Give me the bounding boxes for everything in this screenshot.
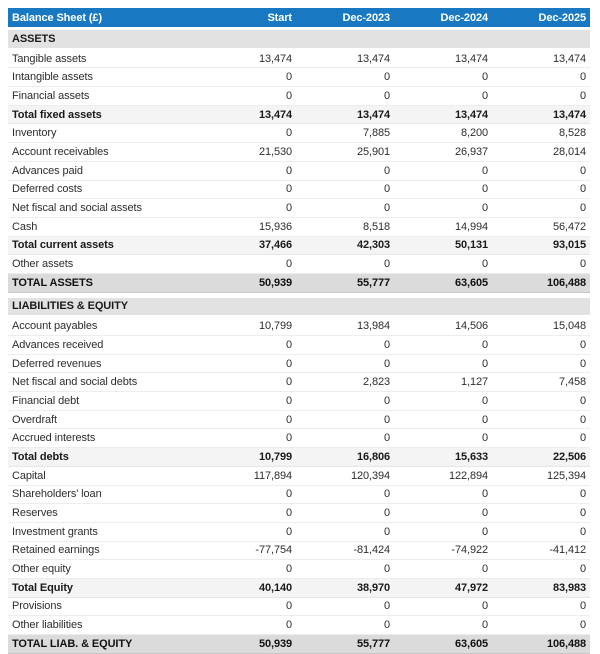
- row-label: Investment grants: [8, 522, 198, 541]
- row-label: Capital: [8, 466, 198, 485]
- table-row: [8, 466, 590, 485]
- row-value: 0: [492, 410, 590, 429]
- balance-sheet: [8, 8, 590, 654]
- row-value: 0: [296, 560, 394, 579]
- table-row: [8, 522, 590, 541]
- row-value: 0: [198, 336, 296, 355]
- row-label: TOTAL LIAB. & EQUITY: [8, 635, 198, 654]
- row-value: 13,474: [296, 105, 394, 124]
- row-label: Intangible assets: [8, 68, 198, 87]
- row-value: 50,939: [198, 273, 296, 292]
- row-value: 26,937: [394, 143, 492, 162]
- row-value: 0: [492, 336, 590, 355]
- row-label: Total Equity: [8, 578, 198, 597]
- row-value: 0: [296, 522, 394, 541]
- row-value: 0: [492, 255, 590, 274]
- row-label: Provisions: [8, 597, 198, 616]
- row-value: 38,970: [296, 578, 394, 597]
- row-label: Shareholders' loan: [8, 485, 198, 504]
- row-value: 120,394: [296, 466, 394, 485]
- table-row: [8, 504, 590, 523]
- row-value: 16,806: [296, 448, 394, 467]
- row-value: -81,424: [296, 541, 394, 560]
- row-value: 0: [492, 199, 590, 218]
- table-row: [8, 273, 590, 292]
- row-value: 15,048: [492, 316, 590, 335]
- row-value: 0: [296, 392, 394, 411]
- row-label: Total fixed assets: [8, 105, 198, 124]
- row-value: 13,474: [296, 49, 394, 68]
- row-value: 22,506: [492, 448, 590, 467]
- row-label: Financial debt: [8, 392, 198, 411]
- row-value: 0: [492, 560, 590, 579]
- row-value: 0: [296, 68, 394, 87]
- row-value: 63,605: [394, 273, 492, 292]
- table-row: [8, 217, 590, 236]
- row-value: 0: [198, 392, 296, 411]
- row-value: 8,518: [296, 217, 394, 236]
- row-value: 0: [394, 410, 492, 429]
- row-value: 0: [296, 616, 394, 635]
- table-row: [8, 410, 590, 429]
- table-header-row: [8, 8, 590, 29]
- row-value: 0: [198, 616, 296, 635]
- row-value: 55,777: [296, 273, 394, 292]
- table-row: [8, 161, 590, 180]
- row-value: 50,131: [394, 236, 492, 255]
- row-value: 25,901: [296, 143, 394, 162]
- section-header-row: [8, 298, 590, 317]
- row-label: Advances paid: [8, 161, 198, 180]
- row-label: Deferred costs: [8, 180, 198, 199]
- table-row: [8, 124, 590, 143]
- row-value: 0: [198, 255, 296, 274]
- table-title: Balance Sheet (£): [8, 8, 198, 29]
- row-value: 28,014: [492, 143, 590, 162]
- row-label: Financial assets: [8, 87, 198, 106]
- row-value: 0: [296, 336, 394, 355]
- row-label: Cash: [8, 217, 198, 236]
- table-row: [8, 354, 590, 373]
- row-value: 0: [296, 87, 394, 106]
- row-value: 15,633: [394, 448, 492, 467]
- row-label: Total current assets: [8, 236, 198, 255]
- row-value: 14,506: [394, 316, 492, 335]
- row-value: 0: [296, 597, 394, 616]
- column-header-dec-2025: Dec-2025: [492, 8, 590, 29]
- row-value: 122,894: [394, 466, 492, 485]
- table-row: [8, 560, 590, 579]
- row-value: 7,885: [296, 124, 394, 143]
- row-value: 0: [198, 354, 296, 373]
- row-value: 63,605: [394, 635, 492, 654]
- row-value: 42,303: [296, 236, 394, 255]
- row-value: 0: [492, 485, 590, 504]
- row-value: 0: [198, 161, 296, 180]
- row-label: Accrued interests: [8, 429, 198, 448]
- column-header-start: Start: [198, 8, 296, 29]
- row-value: 0: [394, 354, 492, 373]
- row-value: 0: [394, 161, 492, 180]
- row-value: 0: [492, 597, 590, 616]
- row-value: 0: [296, 199, 394, 218]
- row-value: 0: [296, 255, 394, 274]
- row-value: 40,140: [198, 578, 296, 597]
- row-value: 0: [492, 429, 590, 448]
- table-body: [8, 29, 590, 654]
- row-value: 13,474: [492, 49, 590, 68]
- row-value: 0: [296, 504, 394, 523]
- row-value: -74,922: [394, 541, 492, 560]
- row-label: TOTAL ASSETS: [8, 273, 198, 292]
- row-value: 0: [492, 87, 590, 106]
- row-value: 0: [296, 180, 394, 199]
- section-title: ASSETS: [8, 29, 590, 49]
- row-value: 13,474: [394, 105, 492, 124]
- row-value: 55,777: [296, 635, 394, 654]
- table-row: [8, 316, 590, 335]
- column-header-dec-2024: Dec-2024: [394, 8, 492, 29]
- row-value: 8,200: [394, 124, 492, 143]
- column-header-dec-2023: Dec-2023: [296, 8, 394, 29]
- table-row: [8, 392, 590, 411]
- row-value: 13,474: [198, 105, 296, 124]
- table-row: [8, 68, 590, 87]
- row-value: 0: [394, 485, 492, 504]
- row-value: 2,823: [296, 373, 394, 392]
- row-value: 56,472: [492, 217, 590, 236]
- row-value: 0: [492, 161, 590, 180]
- row-value: 10,799: [198, 316, 296, 335]
- row-value: 0: [198, 597, 296, 616]
- row-value: 0: [394, 255, 492, 274]
- row-value: 7,458: [492, 373, 590, 392]
- row-value: 0: [296, 161, 394, 180]
- row-value: 13,984: [296, 316, 394, 335]
- row-value: 0: [394, 504, 492, 523]
- table-row: [8, 485, 590, 504]
- table-row: [8, 255, 590, 274]
- table-row: [8, 429, 590, 448]
- row-value: 0: [394, 199, 492, 218]
- row-value: 47,972: [394, 578, 492, 597]
- row-label: Other assets: [8, 255, 198, 274]
- row-value: 125,394: [492, 466, 590, 485]
- row-value: 106,488: [492, 273, 590, 292]
- row-label: Overdraft: [8, 410, 198, 429]
- row-value: 0: [198, 68, 296, 87]
- row-value: 0: [394, 392, 492, 411]
- row-value: 0: [394, 616, 492, 635]
- row-value: 93,015: [492, 236, 590, 255]
- row-value: 0: [492, 616, 590, 635]
- table-row: [8, 373, 590, 392]
- row-label: Net fiscal and social assets: [8, 199, 198, 218]
- row-value: 0: [198, 522, 296, 541]
- row-label: Deferred revenues: [8, 354, 198, 373]
- row-value: 50,939: [198, 635, 296, 654]
- row-value: 0: [296, 429, 394, 448]
- table-row: [8, 448, 590, 467]
- table-row: [8, 578, 590, 597]
- row-label: Reserves: [8, 504, 198, 523]
- row-value: 0: [198, 373, 296, 392]
- row-value: 0: [296, 410, 394, 429]
- row-value: 0: [492, 68, 590, 87]
- row-value: 0: [394, 560, 492, 579]
- row-value: 1,127: [394, 373, 492, 392]
- row-label: Other equity: [8, 560, 198, 579]
- row-value: 0: [394, 522, 492, 541]
- row-value: 0: [296, 354, 394, 373]
- row-value: 117,894: [198, 466, 296, 485]
- row-label: Other liabilities: [8, 616, 198, 635]
- row-value: -77,754: [198, 541, 296, 560]
- row-value: 0: [198, 410, 296, 429]
- table-row: [8, 105, 590, 124]
- row-value: 15,936: [198, 217, 296, 236]
- row-label: Net fiscal and social debts: [8, 373, 198, 392]
- table-row: [8, 597, 590, 616]
- row-value: 13,474: [198, 49, 296, 68]
- table-row: [8, 87, 590, 106]
- row-value: 0: [198, 180, 296, 199]
- row-value: 0: [394, 68, 492, 87]
- row-value: 0: [394, 180, 492, 199]
- row-label: Account payables: [8, 316, 198, 335]
- row-value: 0: [394, 87, 492, 106]
- row-value: 0: [198, 504, 296, 523]
- row-value: 0: [492, 522, 590, 541]
- row-value: 0: [198, 87, 296, 106]
- row-value: 0: [492, 392, 590, 411]
- row-value: 0: [394, 597, 492, 616]
- table-row: [8, 143, 590, 162]
- row-value: 0: [492, 504, 590, 523]
- row-value: 83,983: [492, 578, 590, 597]
- row-value: 0: [394, 336, 492, 355]
- row-value: 14,994: [394, 217, 492, 236]
- row-value: 37,466: [198, 236, 296, 255]
- row-value: 0: [492, 180, 590, 199]
- table-row: [8, 336, 590, 355]
- table-row: [8, 236, 590, 255]
- row-value: 0: [492, 354, 590, 373]
- row-label: Retained earnings: [8, 541, 198, 560]
- row-value: 13,474: [394, 49, 492, 68]
- section-header-row: [8, 29, 590, 49]
- table-row: [8, 635, 590, 654]
- row-value: 106,488: [492, 635, 590, 654]
- row-label: Tangible assets: [8, 49, 198, 68]
- table-row: [8, 199, 590, 218]
- row-label: Total debts: [8, 448, 198, 467]
- table-row: [8, 49, 590, 68]
- balance-sheet-table: [8, 8, 590, 654]
- row-value: 8,528: [492, 124, 590, 143]
- row-value: -41,412: [492, 541, 590, 560]
- row-value: 13,474: [492, 105, 590, 124]
- row-value: 10,799: [198, 448, 296, 467]
- row-label: Inventory: [8, 124, 198, 143]
- row-value: 0: [198, 429, 296, 448]
- row-value: 0: [198, 485, 296, 504]
- row-value: 0: [198, 560, 296, 579]
- row-value: 0: [296, 485, 394, 504]
- row-value: 0: [198, 124, 296, 143]
- row-label: Account receivables: [8, 143, 198, 162]
- table-row: [8, 180, 590, 199]
- row-value: 0: [394, 429, 492, 448]
- table-row: [8, 616, 590, 635]
- row-value: 0: [198, 199, 296, 218]
- row-label: Advances received: [8, 336, 198, 355]
- section-title: LIABILITIES & EQUITY: [8, 298, 590, 317]
- row-value: 21,530: [198, 143, 296, 162]
- table-row: [8, 541, 590, 560]
